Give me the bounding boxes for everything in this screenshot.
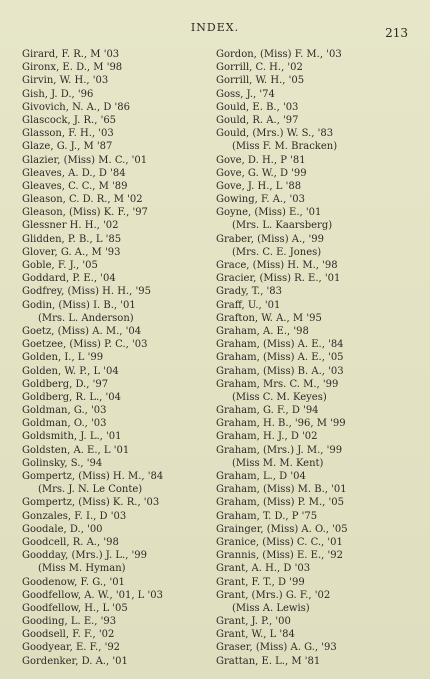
index-entry: Gleaves, C. C., M '89 xyxy=(22,180,128,192)
index-entry: Gould, R. A., '97 xyxy=(216,114,299,126)
index-entry: Grant, A. H., D '03 xyxy=(216,563,311,575)
index-entry: Gompertz, (Miss) K. R., '03 xyxy=(22,497,160,509)
index-entry: Graham, G. F., D '94 xyxy=(216,405,319,417)
index-entry: Gordenker, D. A., '01 xyxy=(22,655,128,667)
index-entry-maiden-name: (Miss A. Lewis) xyxy=(232,602,310,614)
index-entry-maiden-name: (Miss M. Hyman) xyxy=(38,563,126,575)
index-entry: Graham, (Miss) M. B., '01 xyxy=(216,484,347,496)
index-entry: Gonzales, F. I., D '03 xyxy=(22,510,127,522)
index-column-left xyxy=(22,48,220,668)
index-entry: Grace, (Miss) H. M., '98 xyxy=(216,260,338,271)
index-entry-maiden-name: (Mrs. L. Anderson) xyxy=(38,312,134,324)
index-entry: Goetzee, (Miss) P. C., '03 xyxy=(22,339,148,351)
index-entry: Gove, G. W., D '99 xyxy=(216,167,307,179)
index-entry: Graham, (Miss) A. E., '84 xyxy=(216,339,344,351)
index-entry: Graber, (Miss) A., '99 xyxy=(216,233,325,245)
index-entry: Gooding, L. E., '93 xyxy=(22,616,117,628)
index-entry: Graff, U., '01 xyxy=(216,299,281,311)
index-entry: Godfrey, (Miss) H. H., '95 xyxy=(22,286,151,298)
index-entry: Goodfellow, A. W., '01, L '03 xyxy=(22,589,163,601)
index-entry-maiden-name: (Miss M. M. Kent) xyxy=(232,457,324,469)
index-entry: Grattan, E. L., M '81 xyxy=(216,655,321,667)
index-entry-maiden-name: (Mrs. L. Kaarsberg) xyxy=(232,220,333,232)
index-entry: Goss, J., '74 xyxy=(216,88,275,100)
index-entry: Grant, F. T., D '99 xyxy=(216,576,305,588)
index-entry: Grant, J. P., '00 xyxy=(216,616,291,628)
index-entry: Graham, A. E., '98 xyxy=(216,325,309,337)
index-entry: Goble, F. J., '05 xyxy=(22,260,98,271)
index-entry: Goldberg, R. L., '04 xyxy=(22,391,122,403)
index-entry: Glidden, P. B., L '85 xyxy=(22,233,122,245)
index-entry: Gleason, C. D. R., M '02 xyxy=(22,194,143,206)
index-entry: Gove, D. H., P '81 xyxy=(216,154,306,166)
index-column-right xyxy=(216,48,414,668)
index-entry: Goodale, D., '00 xyxy=(22,523,103,535)
index-entry: Graham, T. D., P '75 xyxy=(216,510,318,522)
index-entry: Goldman, O., '03 xyxy=(22,418,107,430)
index-entry: Grannis, (Miss) E. E., '92 xyxy=(216,550,343,562)
index-entry: Goyne, (Miss) E., '01 xyxy=(216,207,322,219)
index-entry: Goodday, (Mrs.) J. L., '99 xyxy=(22,550,148,562)
index-entry: Glover, G. A., M '93 xyxy=(22,246,121,258)
index-entry: Goldberg, D., '97 xyxy=(22,378,109,390)
index-entry: Girvin, W. H., '03 xyxy=(22,75,109,87)
index-entry: Grainger, (Miss) A. O., '05 xyxy=(216,523,348,535)
index-entry: Goodfellow, H., L '05 xyxy=(22,602,128,614)
index-entry: Godin, (Miss) I. B., '01 xyxy=(22,299,136,311)
index-entry: Grant, W., L '84 xyxy=(216,629,295,641)
index-entry: Graham, (Miss) P. M., '05 xyxy=(216,497,344,509)
index-entry: Goodsell, F. F., '02 xyxy=(22,629,115,641)
index-entry: Golden, I., L '99 xyxy=(22,352,104,364)
index-entry: Graham, (Mrs.) J. M., '99 xyxy=(216,444,343,456)
index-entry: Grady, T., '83 xyxy=(216,286,283,298)
index-entry: Gordon, (Miss) F. M., '03 xyxy=(216,49,342,60)
index-entry: Graham, H. J., D '02 xyxy=(216,431,318,443)
index-entry: Goodenow, F. G., '01 xyxy=(22,576,125,588)
index-entry: Gove, J. H., L '88 xyxy=(216,180,302,192)
index-entry-maiden-name: (Mrs. C. E. Jones) xyxy=(232,246,322,258)
index-entry: Goodyear, E. F., '92 xyxy=(22,642,121,654)
index-entry: Girard, F. R., M '03 xyxy=(22,49,120,60)
index-entry: Granice, (Miss) C. C., '01 xyxy=(216,536,343,548)
page-heading: INDEX. xyxy=(190,21,240,34)
index-entry: Gish, J. D., '96 xyxy=(22,88,94,100)
index-entry: Goetz, (Miss) A. M., '04 xyxy=(22,325,142,337)
index-entry: Gompertz, (Miss) H. M., '84 xyxy=(22,471,164,482)
index-entry: Graham, Mrs. C. M., '99 xyxy=(216,378,339,390)
index-entry: Gleaves, A. D., D '84 xyxy=(22,167,126,179)
index-entry: Glessner H. H., '02 xyxy=(22,220,119,232)
index-entry: Gould, (Mrs.) W. S., '83 xyxy=(216,128,334,140)
index-entry: Givovich, N. A., D '86 xyxy=(22,101,130,113)
index-entry-maiden-name: (Miss C. M. Keyes) xyxy=(232,391,327,403)
index-entry: Gorrill, C. H., '02 xyxy=(216,62,303,74)
index-entry: Graham, (Miss) B. A., '03 xyxy=(216,365,344,377)
index-entry: Grafton, W. A., M '95 xyxy=(216,312,322,324)
index-entry: Glasson, F. H., '03 xyxy=(22,128,114,140)
index-entry: Gracier, (Miss) R. E., '01 xyxy=(216,273,341,285)
index-entry: Gorrill, W. H., '05 xyxy=(216,75,305,87)
index-entry: Glascock, J. R., '65 xyxy=(22,114,117,126)
index-entry: Golden, W. P., L '04 xyxy=(22,365,119,377)
index-entry: Glaze, G. J., M '87 xyxy=(22,141,113,153)
index-entry: Goldman, G., '03 xyxy=(22,405,107,417)
index-entry: Gironx, E. D., M '98 xyxy=(22,62,123,74)
index-entry: Goldsmith, J. L., '01 xyxy=(22,431,122,443)
index-entry: Goddard, P. E., '04 xyxy=(22,273,116,285)
index-entry: Grant, (Mrs.) G. F., '02 xyxy=(216,589,331,601)
index-entry: Goldsten, A. E., L '01 xyxy=(22,444,130,456)
index-entry: Gowing, F. A., '03 xyxy=(216,194,305,206)
index-entry-maiden-name: (Miss F. M. Bracken) xyxy=(232,141,338,153)
page-number: 213 xyxy=(385,26,408,40)
index-entry-maiden-name: (Mrs. J. N. Le Conte) xyxy=(38,484,143,496)
index-entry: Graser, (Miss) A. G., '93 xyxy=(216,642,337,654)
index-entry: Gould, E. B., '03 xyxy=(216,101,299,113)
index-entry: Graham, H. B., '96, M '99 xyxy=(216,418,346,430)
index-entry: Graham, L., D '04 xyxy=(216,471,306,482)
index-entry: Gleason, (Miss) K. F., '97 xyxy=(22,207,148,219)
index-entry: Graham, (Miss) A. E., '05 xyxy=(216,352,344,364)
index-entry: Glazier, (Miss) M. C., '01 xyxy=(22,154,148,166)
index-entry: Golinsky, S., '94 xyxy=(22,457,103,469)
index-entry: Goodcell, R. A., '98 xyxy=(22,536,119,548)
